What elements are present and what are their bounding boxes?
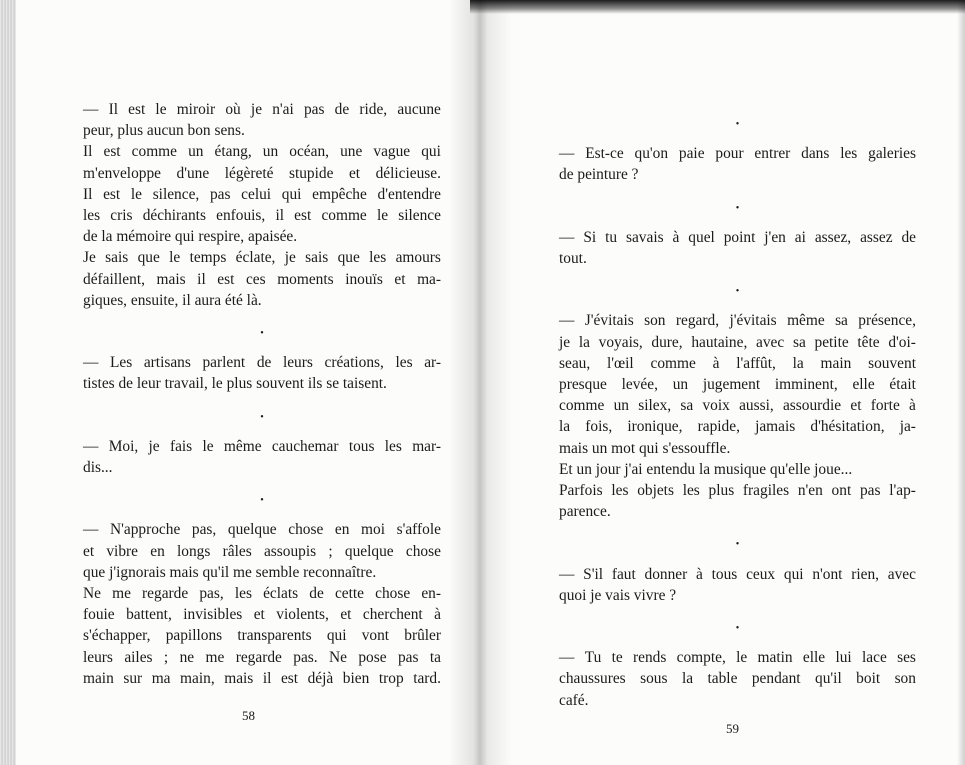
page-number: 58 bbox=[242, 708, 255, 723]
paragraph bbox=[559, 227, 916, 269]
text-line: peur, plus aucun bon sens. bbox=[83, 122, 245, 140]
text-line: Parfois les objets les plus fragiles n'en ont pas l'ap- bbox=[559, 482, 916, 499]
page-edge-shadow bbox=[957, 0, 965, 765]
text-line: mais un mot qui s'essouffle. bbox=[559, 439, 731, 457]
text-line: tout. bbox=[559, 249, 587, 267]
text-line: — Il est le miroir où je n'ai pas de ride, aucune bbox=[83, 101, 441, 118]
page-edges bbox=[0, 0, 16, 765]
page-number: 59 bbox=[726, 721, 739, 736]
text-line: quoi je vais vivre ? bbox=[559, 586, 677, 604]
text-line: fouie battent, invisibles et violents, et cherchent à bbox=[83, 606, 441, 624]
text-line: Il est le silence, pas celui qui empêche d'entendre bbox=[83, 185, 441, 203]
paragraph bbox=[559, 310, 916, 522]
text-line: de peinture ? bbox=[559, 166, 639, 184]
right-page-text bbox=[559, 112, 916, 711]
section-bullet bbox=[559, 532, 916, 553]
text-line: s'échapper, papillons transparents qui vont brûler bbox=[83, 627, 441, 645]
text-line: m'enveloppe d'une légèreté stupide et délicieuse. bbox=[83, 164, 441, 182]
text-line: — N'approche pas, quelque chose en moi s'affole bbox=[83, 521, 441, 539]
text-line: chaussures sous la table pendant qu'il boit son bbox=[559, 670, 916, 688]
text-line: giques, ensuite, il aura été là. bbox=[83, 291, 262, 309]
text-line: — Si tu savais à quel point j'en ai assez, assez de bbox=[559, 228, 916, 246]
section-bullet bbox=[83, 488, 441, 509]
text-line: comme un silex, sa voix aussi, assourdie et forte à bbox=[559, 397, 916, 415]
text-line: Et un jour j'ai entendu la musique qu'elle joue... bbox=[559, 460, 853, 478]
text-line: je la voyais, dure, hautaine, avec sa petite tête d'oi- bbox=[559, 333, 916, 351]
text-line: — S'il faut donner à tous ceux qui n'ont rien, avec bbox=[559, 565, 916, 583]
right-page bbox=[500, 0, 965, 765]
paragraph bbox=[83, 436, 441, 478]
section-bullet bbox=[559, 616, 916, 637]
text-line: — Les artisans parlent de leurs créations, les ar- bbox=[83, 354, 441, 372]
section-bullet bbox=[83, 321, 441, 342]
text-line: — Tu te rends compte, le matin elle lui lace ses bbox=[559, 649, 916, 667]
paragraph bbox=[559, 647, 916, 711]
section-bullet bbox=[83, 405, 441, 426]
text-line: — Moi, je fais le même cauchemar tous les mar- bbox=[83, 437, 441, 455]
section-bullet bbox=[559, 279, 916, 300]
text-line: — Est-ce qu'on paie pour entrer dans les galeries bbox=[559, 145, 916, 163]
text-line: défaillent, mais il est ces moments inouïs et ma- bbox=[83, 270, 441, 288]
text-line: de la mémoire qui respire, apaisée. bbox=[83, 228, 298, 246]
text-line: presque levée, un jugement imminent, elle était bbox=[559, 375, 916, 393]
paragraph bbox=[83, 519, 441, 689]
text-line: café. bbox=[559, 691, 589, 709]
section-bullet bbox=[559, 196, 916, 217]
text-line: la fois, ironique, rapide, jamais d'hésitation, ja- bbox=[559, 418, 916, 436]
left-page bbox=[16, 0, 486, 765]
text-line: Il est comme un étang, un océan, une vague qui bbox=[83, 143, 441, 161]
text-line: parence. bbox=[559, 503, 611, 521]
text-line: Ne me regarde pas, les éclats de cette chose en- bbox=[83, 585, 441, 603]
paragraph bbox=[83, 99, 441, 311]
paragraph bbox=[559, 143, 916, 185]
text-line: que j'ignorais mais qu'il me semble reconnaître. bbox=[83, 563, 377, 581]
section-bullet bbox=[559, 112, 916, 133]
text-line: seau, l'œil comme à l'affût, la main souvent bbox=[559, 354, 916, 372]
text-line: Je sais que le temps éclate, je sais que les amours bbox=[83, 249, 441, 267]
text-line: — J'évitais son regard, j'évitais même sa présence, bbox=[559, 312, 916, 330]
paragraph bbox=[83, 352, 441, 394]
text-line: main sur ma main, mais il est déjà bien trop tard. bbox=[83, 669, 441, 687]
left-page-text bbox=[83, 99, 441, 689]
text-line: dis... bbox=[83, 459, 113, 477]
text-line: leurs ailes ; ne me regarde pas. Ne pose pas ta bbox=[83, 648, 441, 666]
text-line: tistes de leur travail, le plus souvent ils se taisent. bbox=[83, 375, 387, 393]
text-line: les cris déchirants enfouis, il est comme le silence bbox=[83, 207, 441, 225]
paragraph bbox=[559, 564, 916, 606]
book-gutter bbox=[448, 0, 512, 765]
text-line: et vibre en longs râles assoupis ; quelque chose bbox=[83, 542, 441, 560]
